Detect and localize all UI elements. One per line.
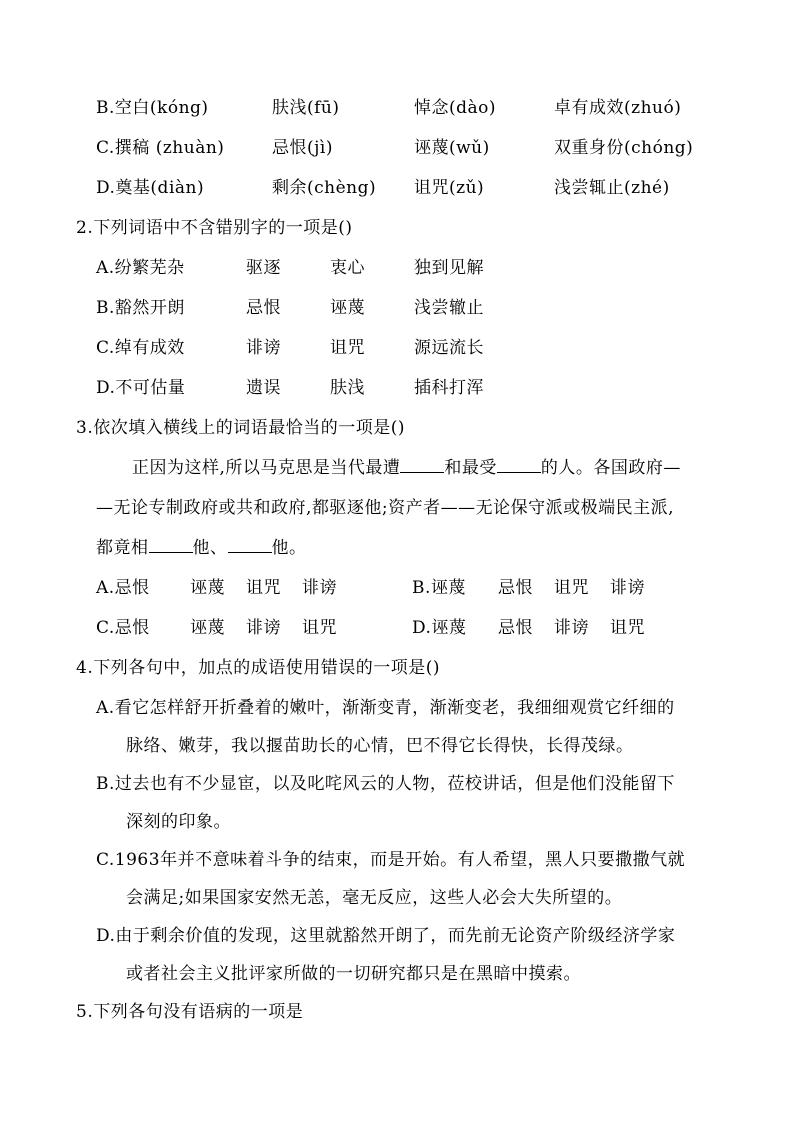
q1-option-b-word1: B.空白(kóng) <box>96 98 209 118</box>
q3-blank-2 <box>497 456 541 473</box>
q1-option-c-word3: 诬蔑(wǔ) <box>414 138 490 158</box>
q3-passage-text: 和最受 <box>444 458 497 478</box>
q1-option-d-word1: D.奠基(diàn) <box>96 178 205 198</box>
q4-option-a-line1: A.看它怎样舒开折叠着的嫩叶，渐渐变青，渐渐变老，我细细观赏它纤细的 <box>96 698 675 718</box>
q2-option-b-word2: 忌恨 <box>246 298 281 318</box>
q4-option-d-line2: 或者社会主义批评家所做的一切研究都只是在黑暗中摸索。 <box>126 964 581 984</box>
q2-option-a-word1: A.纷繁芜杂 <box>96 258 185 278</box>
q3-option-b-word4: 诽谤 <box>610 578 645 598</box>
q2-option-c-word3: 诅咒 <box>330 338 365 358</box>
q2-option-d-word1: D.不可估量 <box>96 378 186 398</box>
q1-option-b-word4: 卓有成效(zhuó) <box>554 98 682 118</box>
q3-option-a-word3: 诅咒 <box>246 578 281 598</box>
q2-option-d-word4: 插科打浑 <box>414 378 484 398</box>
q3-stem: 3.依次填入横线上的词语最恰当的一项是() <box>76 418 405 438</box>
q4-option-d-line1: D.由于剩余价值的发现，这里就豁然开朗了，而先前无论资产阶级经济学家 <box>96 926 676 946</box>
q1-option-c-word2: 忌恨(jì) <box>272 138 333 158</box>
q3-option-b-word1: B.诬蔑 <box>412 578 466 598</box>
q4-option-b-line1: B.过去也有不少显宦，以及叱咤风云的人物，莅校讲话，但是他们没能留下 <box>96 774 675 794</box>
q3-passage-line3 <box>96 536 307 560</box>
q1-option-c-word1: C.撰稿 (zhuàn) <box>96 138 225 158</box>
q2-option-b-word3: 诬蔑 <box>330 298 365 318</box>
q3-option-a-word2: 诬蔑 <box>190 578 225 598</box>
q1-option-d-word2: 剩余(chèng) <box>272 178 377 198</box>
q3-passage-text: 都竟相 <box>96 538 149 558</box>
q2-option-c-word1: C.绰有成效 <box>96 338 185 358</box>
q4-option-a-line2: 脉络、嫩芽，我以揠苗助长的心情，巴不得它长得快，长得茂绿。 <box>126 736 634 756</box>
q2-option-d-word2: 遗误 <box>246 378 281 398</box>
q1-option-b-word3: 悼念(dào) <box>414 98 497 118</box>
q4-option-c-line1: C.1963年并不意味着斗争的结束，而是开始。有人希望，黑人只要撒撒气就 <box>96 850 686 870</box>
q3-option-c-word3: 诽谤 <box>246 618 281 638</box>
q3-option-d-word1: D.诬蔑 <box>412 618 467 638</box>
q4-stem: 4.下列各句中，加点的成语使用错误的一项是() <box>76 658 440 678</box>
q2-option-a-word3: 衷心 <box>330 258 365 278</box>
q5-stem: 5.下列各句没有语病的一项是 <box>76 1002 304 1022</box>
q2-option-b-word1: B.豁然开朗 <box>96 298 185 318</box>
q2-option-a-word4: 独到见解 <box>414 258 484 278</box>
q3-option-a-word4: 诽谤 <box>302 578 337 598</box>
q2-option-c-word2: 诽谤 <box>246 338 281 358</box>
q1-option-b-word2: 肤浅(fū) <box>272 98 340 118</box>
q3-option-c-word2: 诬蔑 <box>190 618 225 638</box>
q3-option-c-word4: 诅咒 <box>302 618 337 638</box>
q3-passage-text: 的人。各国政府— <box>540 458 681 478</box>
q2-option-b-word4: 浅尝辙止 <box>414 298 484 318</box>
q2-option-a-word2: 驱逐 <box>246 258 281 278</box>
q3-option-b-word3: 诅咒 <box>554 578 589 598</box>
q2-stem: 2.下列词语中不含错别字的一项是() <box>76 218 353 238</box>
q3-passage-text: 他、 <box>192 538 228 558</box>
q2-option-c-word4: 源远流长 <box>414 338 484 358</box>
q3-option-b-word2: 忌恨 <box>498 578 533 598</box>
q1-option-d-word4: 浅尝辄止(zhé) <box>554 178 670 198</box>
q3-option-c-word1: C.忌恨 <box>96 618 150 638</box>
q3-blank-1 <box>400 456 444 473</box>
q3-option-d-word3: 诽谤 <box>554 618 589 638</box>
q2-option-d-word3: 肤浅 <box>330 378 365 398</box>
q1-option-c-word4: 双重身份(chóng) <box>554 138 694 158</box>
q4-option-c-line2: 会满足;如果国家安然无恙，毫无反应，这些人必会大失所望的。 <box>126 888 623 908</box>
q3-blank-4 <box>228 536 272 553</box>
q3-option-d-word4: 诅咒 <box>610 618 645 638</box>
q3-passage-text: 他。 <box>271 538 307 558</box>
q3-option-a-word1: A.忌恨 <box>96 578 150 598</box>
q1-option-d-word3: 诅咒(zǔ) <box>414 178 485 198</box>
q3-passage-line1 <box>132 456 681 480</box>
q3-passage-text: 正因为这样,所以马克思是当代最遭 <box>132 458 401 478</box>
q4-option-b-line2: 深刻的印象。 <box>126 812 231 832</box>
q3-blank-3 <box>149 536 193 553</box>
q3-passage-line2: —无论专制政府或共和政府,都驱逐他;资产者——无论保守派或极端民主派, <box>96 498 675 518</box>
q3-option-d-word2: 忌恨 <box>498 618 533 638</box>
